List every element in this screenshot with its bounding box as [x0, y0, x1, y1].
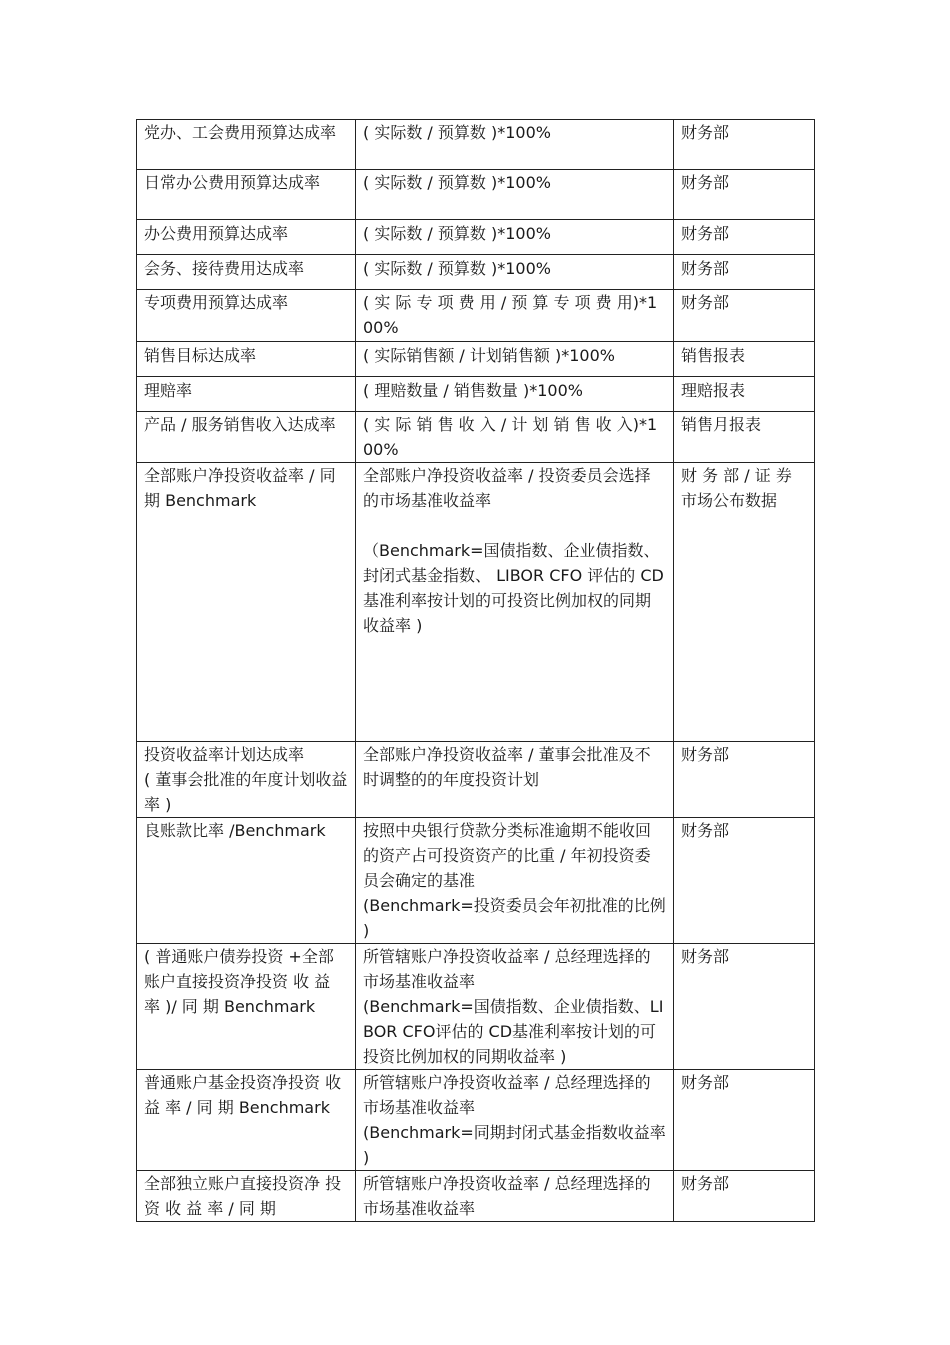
source-cell: 财 务 部 / 证 券 市场公布数据	[674, 463, 815, 742]
source-cell: 财务部	[674, 290, 815, 342]
formula-cell: 所管辖账户净投资收益率 / 总经理选择的市场基准收益率	[356, 1171, 674, 1222]
table-row	[137, 342, 815, 377]
formula-cell: ( 实际数 / 预算数 )*100%	[356, 255, 674, 290]
formula-cell: 所管辖账户净投资收益率 / 总经理选择的市场基准收益率 (Benchmark=国债指数、企业债指数、LIBOR CFO评估的 CD基准利率按计划的可投资比例加权的同期收益率 )	[356, 944, 674, 1070]
source-cell: 财务部	[674, 742, 815, 818]
indicator-cell: 产品 / 服务销售收入达成率	[137, 412, 356, 463]
source-cell: 财务部	[674, 944, 815, 1070]
table-row	[137, 742, 815, 818]
table-row	[137, 290, 815, 342]
formula-cell: ( 实际数 / 预算数 )*100%	[356, 220, 674, 255]
indicator-cell: 理赔率	[137, 377, 356, 412]
indicator-cell: 销售目标达成率	[137, 342, 356, 377]
formula-cell: 按照中央银行贷款分类标准逾期不能收回的资产占可投资资产的比重 / 年初投资委员会确定的基准 (Benchmark=投资委员会年初批准的比例 )	[356, 818, 674, 944]
formula-cell: ( 实际数 / 预算数 )*100%	[356, 170, 674, 220]
table-row	[137, 463, 815, 742]
kpi-table	[136, 119, 815, 1222]
indicator-cell: 专项费用预算达成率	[137, 290, 356, 342]
indicator-cell: 日常办公费用预算达成率	[137, 170, 356, 220]
table-row	[137, 1171, 815, 1222]
table-row	[137, 1070, 815, 1171]
table-row	[137, 120, 815, 170]
formula-cell: ( 实 际 专 项 费 用 / 预 算 专 项 费 用)*100%	[356, 290, 674, 342]
formula-cell: 全部账户净投资收益率 / 董事会批准及不时调整的的年度投资计划	[356, 742, 674, 818]
table-row	[137, 170, 815, 220]
source-cell: 财务部	[674, 255, 815, 290]
indicator-cell: ( 普通账户债券投资 +全部账户直接投资净投资 收 益 率 )/ 同 期 Benchmark	[137, 944, 356, 1070]
table-row	[137, 220, 815, 255]
source-cell: 财务部	[674, 1070, 815, 1171]
source-cell: 理赔报表	[674, 377, 815, 412]
formula-cell: ( 理赔数量 / 销售数量 )*100%	[356, 377, 674, 412]
indicator-cell: 办公费用预算达成率	[137, 220, 356, 255]
indicator-cell: 普通账户基金投资净投资 收 益 率 / 同 期 Benchmark	[137, 1070, 356, 1171]
table-row	[137, 377, 815, 412]
source-cell: 财务部	[674, 220, 815, 255]
formula-cell: ( 实际销售额 / 计划销售额 )*100%	[356, 342, 674, 377]
source-cell: 财务部	[674, 818, 815, 944]
table-row	[137, 412, 815, 463]
formula-cell: ( 实际数 / 预算数 )*100%	[356, 120, 674, 170]
indicator-cell: 全部账户净投资收益率 / 同期 Benchmark	[137, 463, 356, 742]
indicator-cell: 全部独立账户直接投资净 投 资 收 益 率 / 同 期	[137, 1171, 356, 1222]
source-cell: 财务部	[674, 120, 815, 170]
formula-cell: ( 实 际 销 售 收 入 / 计 划 销 售 收 入)*100%	[356, 412, 674, 463]
indicator-cell: 会务、接待费用达成率	[137, 255, 356, 290]
table-row	[137, 944, 815, 1070]
source-cell: 销售月报表	[674, 412, 815, 463]
formula-cell: 全部账户净投资收益率 / 投资委员会选择的市场基准收益率 （Benchmark=国债指数、企业债指数、封闭式基金指数、 LIBOR CFO 评估的 CD基准利率按计划的可投资比例加权的同期收益率 )	[356, 463, 674, 742]
source-cell: 财务部	[674, 170, 815, 220]
source-cell: 财务部	[674, 1171, 815, 1222]
formula-cell: 所管辖账户净投资收益率 / 总经理选择的市场基准收益率 (Benchmark=同期封闭式基金指数收益率 )	[356, 1070, 674, 1171]
table-row	[137, 255, 815, 290]
indicator-cell: 良账款比率 /Benchmark	[137, 818, 356, 944]
source-cell: 销售报表	[674, 342, 815, 377]
indicator-cell: 党办、工会费用预算达成率	[137, 120, 356, 170]
indicator-cell: 投资收益率计划达成率 ( 董事会批准的年度计划收益率 )	[137, 742, 356, 818]
table-row	[137, 818, 815, 944]
